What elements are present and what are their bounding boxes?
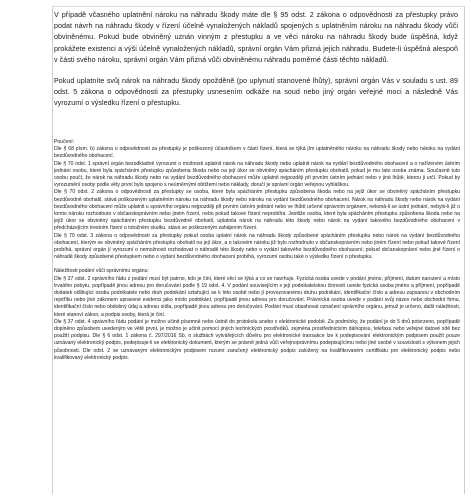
note-37-2: Dle § 37 odst. 2 správního řádu z podání musí být patrno, kdo je činí, které věci se týká a co se navrhuje. Fyzická osoba uvede v podání jméno, příjmení, datum narození a místo trvalého pobytu, popřípadě jinou adresu pro doručování podle § 19 odst. 4. V podání souvisejícím s její podnikatelskou činností uvede fyzická osoba jméno a příjmení, popřípadě dodatek odlišující osobu podnikatele nebo druh podnikání vztahující se k této osobě nebo jí provozovanému druhu podnikání, identifikační číslo a adresu zapsanou v obchodním rejstříku nebo jiné zákonem upravené evidenci jako místo podnikání, popřípadě jinou adresu pro doručování. Právnická osoba uvede v podání svůj název nebo obchodní firmu, identifikační číslo nebo obdobný údaj a adresu sídla, popřípadě jinou adresu pro doručování. Podání musí obsahovat označení správního orgánu, jemuž je určeno, další náležitosti, které stanoví zákon, a podpis osoby, která je činí. — [54, 275, 460, 318]
notes-heading: Poučení: — [54, 139, 75, 145]
legal-notes — [54, 139, 460, 362]
paragraph-late-claim: Pokud uplatníte svůj nárok na náhradu škody opožděně (po uplynutí stanovené lhůty), správní orgán Vás v souladu s ust. 89 odst. 5 zákona o odpovědnosti za přestupky usnesením odkáže na soud nebo jiný orgán veřejné moci a následně Vás vyrozumí o výsledku řízení o přestupku. — [54, 77, 458, 108]
note-37-4: Dle § 37 odst. 4 správního řádu podání je možno učinit písemně nebo ústně do protokolu anebo v elektronické podobě. Za podmínky, že podání je do 5 dnů potvrzeno, popřípadě doplněno způsobem uvedeným ve větě první, je možno je učinit pomocí jiných technických prostředků, zejména prostřednictvím dálnopisu, telefaxu nebo veřejné datové sítě bez použití podpisu. Dle § 6 odst. 1 zákona č. 297/2016 Sb. o službách vytvářejících důvěru pro elektronické transakce lze k podepisování elektronickým podpisem použít pouze uznávaný elektronický podpis, podepisuje-li se elektronický dokument, kterým se právně jedná vůči veřejnoprávnímu podepisujícímu nebo jiné osobě v souvislosti s výkonem jejich působnosti. Dle odst. 2 se uznávaným elektronickým podpisem rozumí zaručený elektronický podpis založený na kvalifikovaném certifikátu pro elektronický podpis nebo kvalifikovaný elektronický podpis. — [54, 318, 460, 361]
main-text — [54, 10, 458, 120]
paragraph-damages-costs: V případě včasného uplatnění nároku na náhradu škody máte dle § 95 odst. 2 zákona o odpovědnosti za přestupky právo podat návrh na náhradu škody v řízení účelně vynaložených nákladů spojených s uplatněním nároku na náhradu škody vůči obviněnému. Pokud bude obviněný uznán vinným z přestupku a ve věci nároku na náhradu škody bude úspěšná, když prokážete existenci a výši účelně vynaložených nákladů, správní orgán Vám přizná jejich náhradu. Budete-li úspěšná alespoň v části svého nároku, správní orgán Vám přizná vůči obviněnému náhradu poměrné části těchto nákladů. — [54, 11, 458, 64]
note-70-3: Dle § 70 odst. 3 zákona o odpovědnosti za přestupky pokud osoba uplatní nárok na náhradu škody způsobené spácháním přestupku nebo nárok na vydání bezdůvodného obohacení, kterým se obviněný spácháním přestupku obohatil na její úkor, a o takovém nároku již bylo rozhodnuto v občanskoprávním nebo jiném řízení nebo pokud takové řízení probíhá, správní orgán jí vyrozumí o nemožnosti rozhodovat o náhradě této škody nebo o vydání takového bezdůvodného obohacení; pokud občanskoprávní nebo jiné řízení o náhradě škody způsobené přestupkem nebo o vydání bezdůvodného obohacení probíhá, vyrozumí osobu také o výsledku řízení o přestupku. — [54, 232, 460, 261]
note-70-1: Dle § 70 odst. 1 správní orgán bezodkladně vyrozumí o možnosti uplatnit nárok na náhradu škody nebo uplatnit nárok na vydání bezdůvodného obohacení a o nařízeném ústním jednání osobu, které byla spácháním přestupku způsobena škoda nebo na její úkor se obviněný spácháním přestupku obohatil, pokud je mu tato osoba známa. Současně tuto osobu poučí, že nárok na náhradu škody nebo na vydání bezdůvodného obohacení může uplatnit nejpozději při prvním ústním jednání nebo v jiné lhůtě, kterou ji určí. Pokud by vyrozumění osoby podle věty první bylo spojeno s neúměrnými obtížemi nebo náklady, doručí je správní orgán veřejnou vyhláškou. — [54, 160, 460, 189]
note-68: Dle § 68 písm. b) zákona o odpovědnosti za přestupky je poškozený účastníkem v části řízení, která se týká jím uplatněného nároku na náhradu škody nebo nároku na vydání bezdůvodného obohacení. — [54, 146, 460, 160]
note-70-2: Dle § 70 odst. 2 zákona o odpovědnosti za přestupky se osoba, které byla spácháním přestupku způsobena škoda nebo na jejíž úkor se obviněný spácháním přestupku bezdůvodně obohatil, stává poškozeným uplatněním nároku na náhradu škody nebo nároku na vydání bezdůvodného obohacení. Nárok na náhradu škody nebo nárok na vydání bezdůvodného obohacení může uplatnit u správního orgánu nejpozději při prvním ústním jednání nebo ve lhůtě určené správním orgánem, nekoná-li se ústní jednání, nebylo-li již o tomto nároku rozhodnuto v občanskoprávním nebo jiném řízení, nebo pokud takové řízení neprobíhá. Jestliže osoba, které byla spácháním přestupku způsobena škoda nebo na jejíž úkor se obviněný spácháním přestupku bezdůvodně obohatil, uplatnila nárok na náhradu této škody nebo nárok na vydání takového bezdůvodného obohacení v předcházejícím trestním řízení o totožném skutku, stává se poškozeným zahájením řízení. — [54, 189, 460, 232]
submission-heading: Náležitosti podání vůči správnímu orgánu: — [54, 268, 149, 275]
